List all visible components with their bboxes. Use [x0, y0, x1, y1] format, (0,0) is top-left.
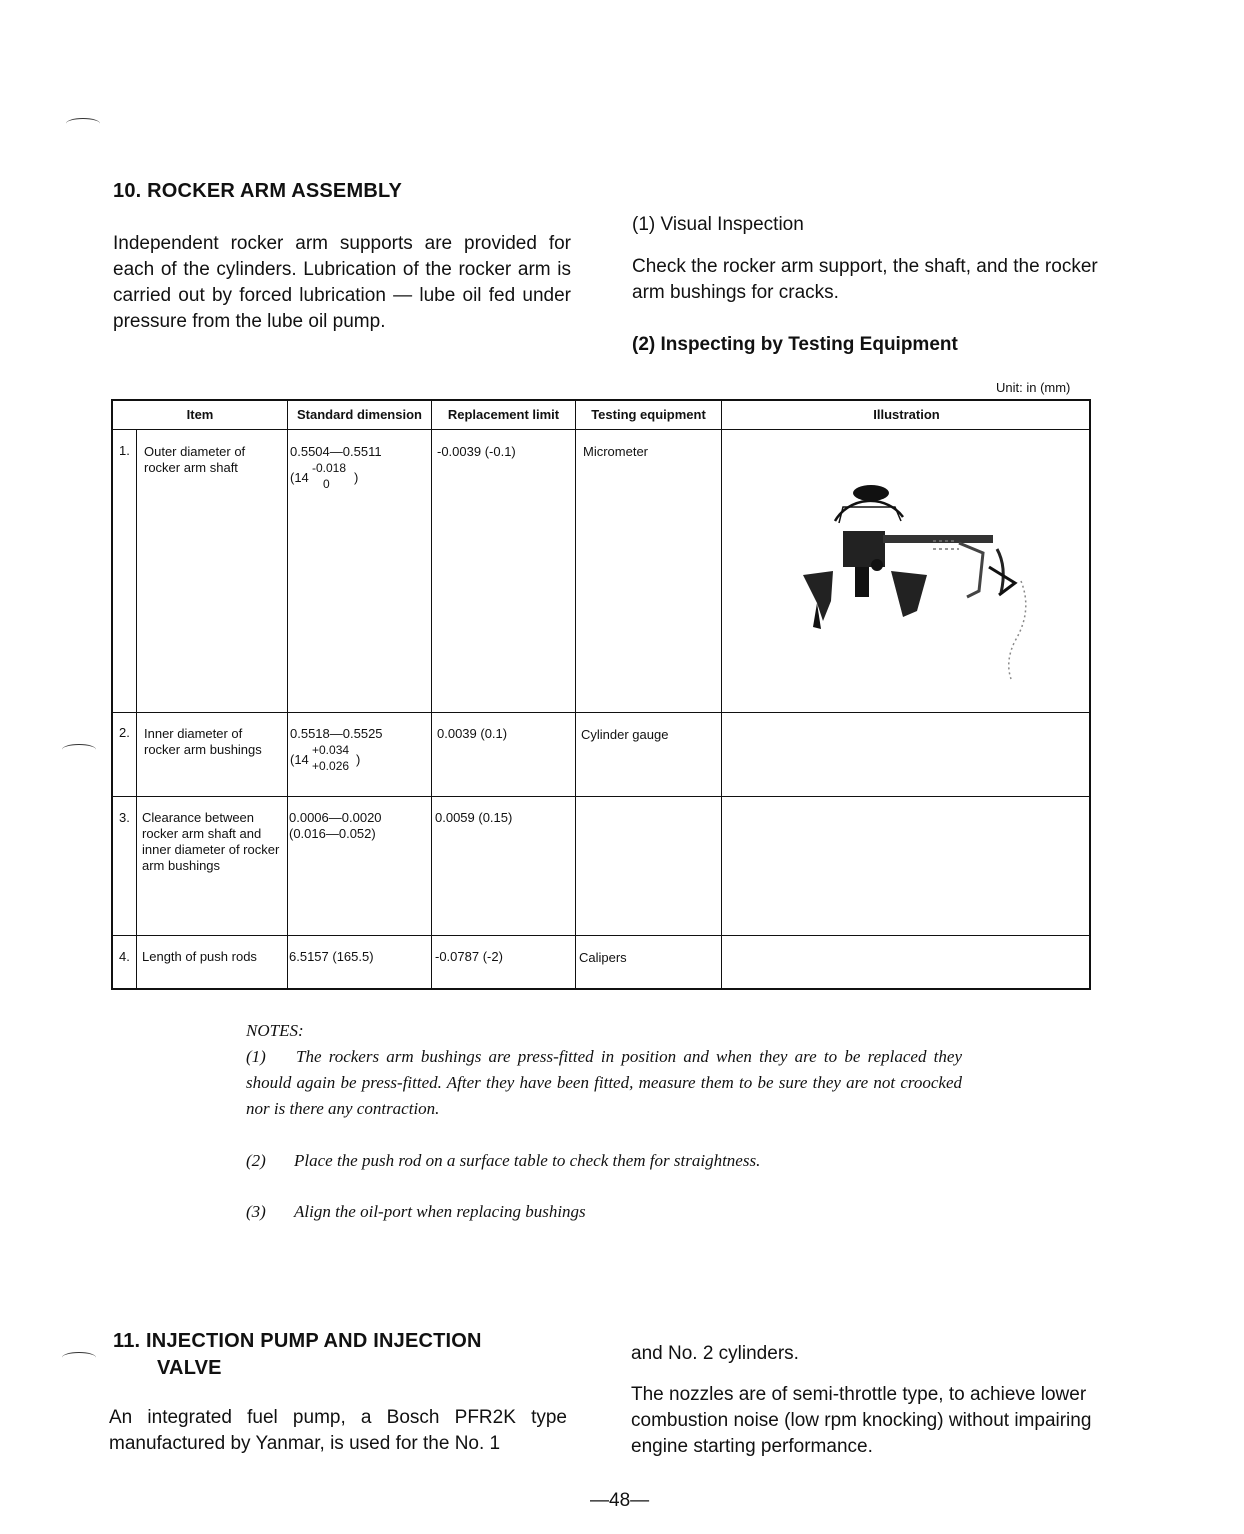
table-row-limit: -0.0039 (-0.1)	[437, 444, 516, 459]
table-row-testing: Calipers	[579, 950, 627, 965]
header-testing-equipment: Testing equipment	[591, 407, 706, 422]
std-lower-tolerance: +0.026	[312, 759, 350, 773]
table-row-item: Outer diameter of rocker arm shaft	[144, 444, 246, 475]
table-row-number: 1.	[119, 443, 130, 458]
table-row-standard: 6.5157 (165.5)	[289, 949, 374, 964]
header-illustration: Illustration	[873, 407, 940, 422]
std-base: (14	[290, 470, 309, 485]
table-row-limit: 0.0039 (0.1)	[437, 726, 508, 741]
section-11-heading: 11. INJECTION PUMP AND INJECTION VALVE	[113, 1330, 482, 1379]
header-standard-dimension: Standard dimension	[297, 407, 422, 422]
std-close: )	[356, 752, 361, 767]
std-lower-tolerance: 0	[323, 477, 330, 491]
scan-mark	[62, 1352, 96, 1363]
rocker-arm-illustration	[783, 471, 1073, 691]
table-row-limit: 0.0059 (0.15)	[435, 810, 513, 825]
std-base: (14	[290, 752, 309, 767]
section-11-right-text-2: The nozzles are of semi-throttle type, to achieve lower combustion noise (low rpm knocking) without impairing engine starting performance.	[631, 1384, 1092, 1457]
scan-mark	[62, 744, 96, 755]
std-upper-tolerance: -0.018	[312, 461, 347, 475]
table-row-number: 2.	[119, 725, 130, 740]
header-replacement-limit: Replacement limit	[447, 407, 560, 422]
section-11-right-text-1: and No. 2 cylinders.	[631, 1343, 799, 1364]
unit-label: Unit: in (mm)	[996, 380, 1071, 395]
notes-title: NOTES:	[246, 1021, 304, 1040]
note-2-text: Place the push rod on a surface table to check them for straightness.	[294, 1151, 761, 1170]
table-row-limit: -0.0787 (-2)	[435, 949, 503, 964]
note-1-text: The rockers arm bushings are press-fitted in position and when they are to be replaced they should again be press-fitted. After they have been fitted, measure them to be sure they are not croocked nor is there any contraction.	[246, 1047, 962, 1118]
header-item: Item	[186, 407, 214, 422]
page-number: —48—	[590, 1490, 650, 1511]
table-row-number: 4.	[119, 949, 130, 964]
section-10-paragraph: Independent rocker arm supports are provided for each of the cylinders. Lubrication of the rocker arm is carried out by forced lubrication — lube oil fed under pressure from the lube oil pump.	[113, 233, 571, 332]
scan-mark	[66, 118, 100, 129]
table-row-standard: 0.5518—0.5525 (14 +0.034 +0.026 )	[290, 726, 383, 773]
table-row-testing: Cylinder gauge	[581, 727, 669, 742]
table-row-item: Length of push rods	[142, 949, 257, 964]
std-close: )	[354, 470, 359, 485]
inspection-table	[111, 399, 1091, 990]
note-3-text: Align the oil-port when replacing bushings	[294, 1202, 586, 1221]
section-11-paragraph: An integrated fuel pump, a Bosch PFR2K type manufactured by Yanmar, is used for the No. 1	[109, 1407, 567, 1454]
testing-equipment-heading: (2) Inspecting by Testing Equipment	[632, 334, 958, 355]
table-row-item: Inner diameter of rocker arm bushings	[144, 726, 262, 757]
table-row-testing: Micrometer	[583, 444, 649, 459]
note-2-label: (2)	[246, 1151, 266, 1170]
table-row-number: 3.	[119, 810, 130, 825]
table-row-standard: 0.5504—0.5511 (14 -0.018 0 )	[290, 444, 382, 491]
note-3-label: (3)	[246, 1202, 266, 1221]
visual-inspection-heading: (1) Visual Inspection	[632, 214, 804, 235]
std-upper-tolerance: +0.034	[312, 743, 350, 757]
table-row-standard: 0.0006—0.0020 (0.016—0.052)	[289, 810, 382, 841]
section-10-heading: 10. ROCKER ARM ASSEMBLY	[113, 180, 403, 202]
visual-inspection-text: Check the rocker arm support, the shaft, and the rocker arm bushings for cracks.	[632, 256, 1098, 303]
note-1-label: (1)	[246, 1047, 266, 1066]
table-row-item: Clearance between rocker arm shaft and inner diameter of rocker arm bushings	[142, 810, 280, 873]
